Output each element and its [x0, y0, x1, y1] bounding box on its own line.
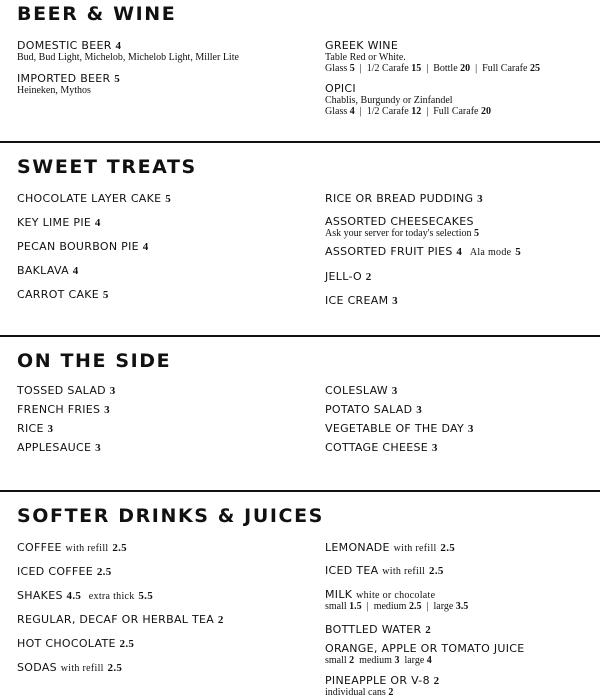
menu-item-carrot-cake: CARROT CAKE 5 [17, 288, 109, 301]
item-price: 4 [115, 40, 122, 52]
menu-item-coleslaw: COLESLAW 3 [325, 384, 398, 397]
menu-item-greek-wine [325, 39, 600, 82]
menu-item-tea: REGULAR, DECAF OR HERBAL TEA 2 [17, 613, 224, 626]
menu-item-assorted-cheesecakes [325, 215, 600, 245]
item-price-options: Glass 4 | 1/2 Carafe 12 | Full Carafe 20 [325, 106, 491, 117]
section-divider [0, 141, 600, 143]
menu-item-ice-cream: ICE CREAM 3 [325, 294, 398, 307]
item-description: individual cans 2 [325, 687, 394, 698]
menu-item-assorted-fruit-pies: ASSORTED FRUIT PIES 4 Ala mode 5 [325, 245, 521, 258]
menu-item-lemonade: LEMONADE with refill 2.5 [325, 541, 456, 554]
section-heading-drinks: SOFTER DRINKS & JUICES [17, 505, 324, 527]
menu-item-milk: MILK white or chocolate small 1.5 | medium 2.5 | large 3.5 [325, 588, 600, 623]
menu-item-sodas: SODAS with refill 2.5 [17, 661, 123, 674]
menu-item-cottage-cheese: COTTAGE CHEESE 3 [325, 441, 438, 454]
section-heading-beer-wine: BEER & WINE [17, 3, 177, 25]
menu-item-hot-chocolate: HOT CHOCOLATE 2.5 [17, 637, 135, 650]
item-name: OPICI [325, 82, 356, 95]
menu-item-key-lime-pie: KEY LIME PIE 4 [17, 216, 101, 229]
menu-item-baklava: BAKLAVA 4 [17, 264, 79, 277]
menu-item-chocolate-layer-cake: CHOCOLATE LAYER CAKE 5 [17, 192, 172, 205]
menu-item-applesauce: APPLESAUCE 3 [17, 441, 101, 454]
menu-item-vegetable-of-the-day: VEGETABLE OF THE DAY 3 [325, 422, 474, 435]
item-name: ORANGE, APPLE OR TOMATO JUICE [325, 642, 525, 655]
menu-item-french-fries: FRENCH FRIES 3 [17, 403, 110, 416]
menu-item-iced-tea: ICED TEA with refill 2.5 [325, 564, 444, 577]
menu-item-pineapple-v8: PINEAPPLE OR V-8 2 individual cans 2 [325, 674, 600, 698]
menu-item-rice-bread-pudding: RICE OR BREAD PUDDING 3 [325, 192, 483, 205]
item-name: PINEAPPLE OR V-8 [325, 674, 430, 687]
menu-item-imported-beer [17, 72, 302, 96]
item-description: Ask your server for today's selection 5 [325, 228, 479, 239]
item-name: GREEK WINE [325, 39, 399, 52]
item-size-prices: small 2 medium 3 large 4 [325, 655, 432, 666]
item-price-options: Glass 5 | 1/2 Carafe 15 | Bottle 20 | Full Carafe 25 [325, 63, 540, 74]
menu-item-coffee: COFFEE with refill 2.5 [17, 541, 127, 554]
item-size-prices: small 1.5 | medium 2.5 | large 3.5 [325, 601, 469, 612]
menu-item-shakes: SHAKES 4.5 extra thick 5.5 [17, 589, 154, 602]
item-price: 5 [114, 73, 121, 85]
section-divider [0, 335, 600, 337]
menu-item-jell-o: JELL-O 2 [325, 270, 372, 283]
section-divider [0, 490, 600, 492]
on-the-side-right-column [325, 384, 600, 460]
item-description: Table Red or White. [325, 52, 406, 63]
item-name: DOMESTIC BEER [17, 39, 112, 52]
menu-item-bottled-water: BOTTLED WATER 2 [325, 623, 432, 636]
drinks-right-column [325, 541, 600, 698]
menu-item-potato-salad: POTATO SALAD 3 [325, 403, 422, 416]
section-heading-sweet-treats: SWEET TREATS [17, 156, 197, 178]
beer-wine-right-column [325, 39, 600, 117]
item-description: Heineken, Mythos [17, 85, 91, 96]
item-description: Bud, Bud Light, Michelob, Michelob Light, Miller Lite [17, 52, 239, 63]
menu-item-domestic-beer [17, 39, 302, 72]
menu-item-pecan-bourbon-pie: PECAN BOURBON PIE 4 [17, 240, 149, 253]
menu-item-rice: RICE 3 [17, 422, 54, 435]
menu-item-tossed-salad: TOSSED SALAD 3 [17, 384, 116, 397]
menu-item-iced-coffee: ICED COFFEE 2.5 [17, 565, 112, 578]
sweet-treats-left-column [17, 192, 302, 312]
item-description: Chablis, Burgundy or Zinfandel [325, 95, 453, 106]
item-name: ASSORTED CHEESECAKES [325, 215, 474, 228]
menu-item-juice [325, 642, 600, 674]
drinks-left-column [17, 541, 302, 685]
item-name: IMPORTED BEER [17, 72, 111, 85]
on-the-side-left-column [17, 384, 302, 460]
sweet-treats-right-column [325, 192, 600, 318]
menu-item-opici [325, 82, 600, 117]
item-name: MILK [325, 588, 353, 601]
beer-wine-left-column [17, 39, 302, 96]
section-heading-on-the-side: ON THE SIDE [17, 350, 172, 372]
